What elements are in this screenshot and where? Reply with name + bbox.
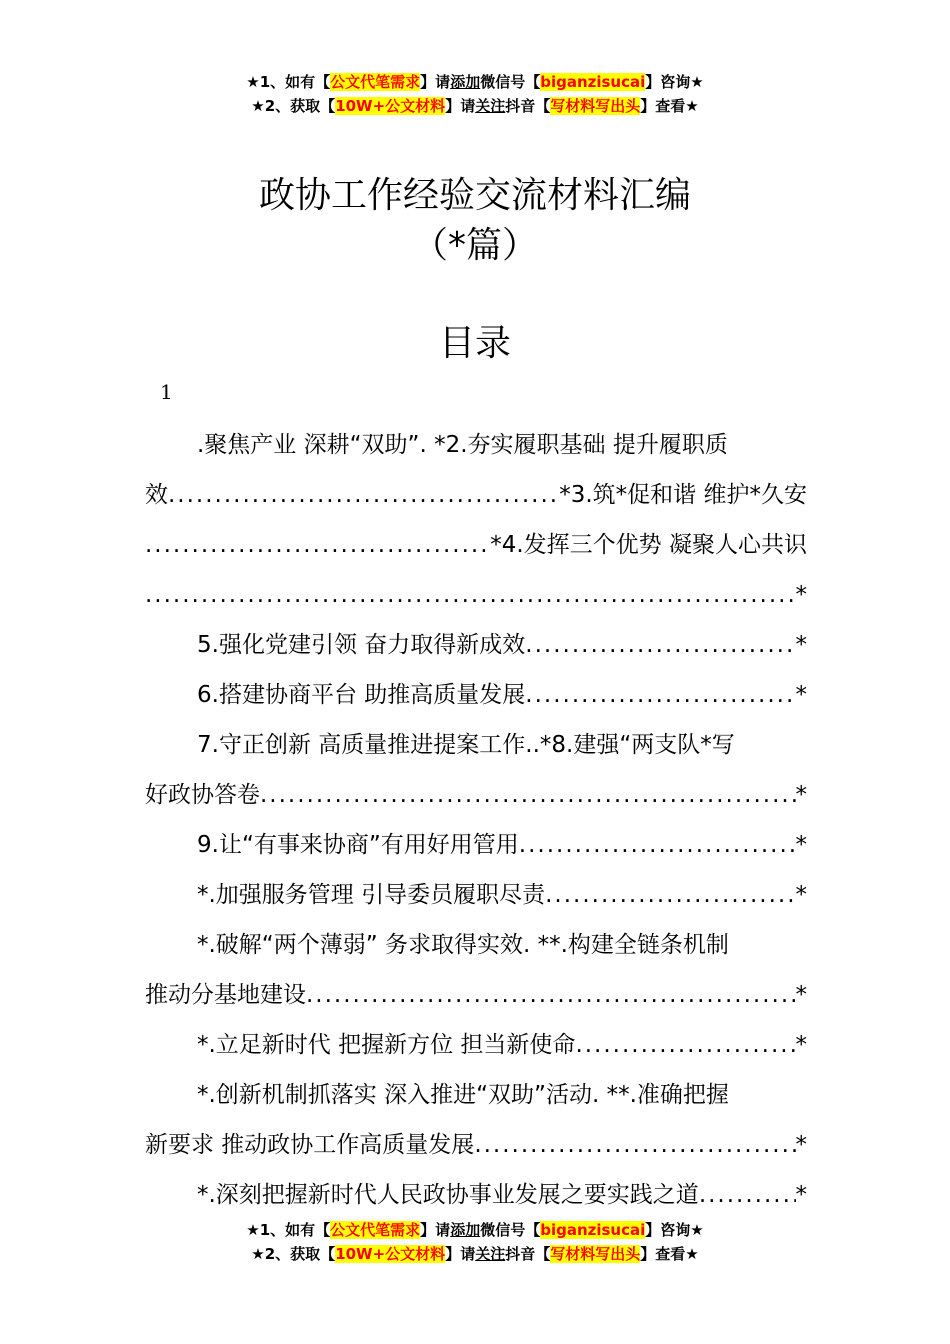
toc-entry-text: 推动分基地建设 bbox=[145, 982, 306, 1008]
toc-entry-text: 9.让“有事来协商”有用好用管用 bbox=[197, 832, 519, 858]
toc-entry-page: *4.发挥三个优势 凝聚人心共识 bbox=[490, 532, 807, 558]
toc-leader-dots bbox=[525, 670, 795, 720]
toc-entry-page: * bbox=[795, 582, 807, 608]
toc-leader-dots bbox=[545, 870, 795, 920]
document-title: 政协工作经验交流材料汇编 bbox=[258, 175, 691, 216]
document-subtitle: （*篇） bbox=[411, 225, 538, 266]
toc-leader-dots bbox=[168, 470, 559, 520]
toc-entry-page: * bbox=[795, 782, 807, 808]
banner-line-2: ★2、获取【10W+公文材料】请关注抖音【写材料写出头】查看★ bbox=[251, 97, 699, 115]
toc-entry bbox=[145, 520, 807, 570]
toc-leader-dots bbox=[575, 1020, 795, 1070]
banner-line-1: ★1、如有【公文代笔需求】请添加微信号【biganzisucai】咨询★ bbox=[246, 73, 704, 91]
toc-entry bbox=[145, 570, 807, 620]
header-banner bbox=[0, 70, 950, 118]
toc-entry-text: .聚焦产业 深耕“双助”. *2.夯实履职基础 提升履职质 bbox=[197, 432, 728, 458]
toc-entry-page: *3.筑*促和谐 维护*久安 bbox=[559, 482, 807, 508]
toc-leader-dots bbox=[260, 770, 796, 820]
toc-entry bbox=[145, 1120, 807, 1170]
toc-entry bbox=[145, 970, 807, 1020]
toc-entry bbox=[145, 1070, 807, 1120]
toc-entry bbox=[145, 770, 807, 820]
toc-entry-page: * bbox=[795, 982, 807, 1008]
table-of-contents bbox=[145, 420, 807, 1220]
toc-leader-dots bbox=[525, 620, 795, 670]
toc-entry bbox=[145, 420, 807, 470]
toc-entry-page: * bbox=[795, 1132, 807, 1158]
toc-entry-text: *.破解“两个薄弱” 务求取得实效. **.构建全链条机制 bbox=[197, 932, 729, 958]
toc-leader-dots bbox=[145, 570, 796, 620]
toc-entry-text: *.加强服务管理 引导委员履职尽责 bbox=[197, 882, 546, 908]
toc-heading: 目录 bbox=[438, 323, 511, 364]
banner-line-1: ★1、如有【公文代笔需求】请添加微信号【biganzisucai】咨询★ bbox=[246, 1221, 704, 1239]
toc-leader-dots bbox=[474, 1120, 795, 1170]
toc-entry bbox=[145, 920, 807, 970]
toc-entry-text: 新要求 推动政协工作高质量发展 bbox=[145, 1132, 475, 1158]
page-number: 1 bbox=[160, 380, 173, 404]
toc-entry-page: * bbox=[795, 1032, 807, 1058]
toc-entry-text: 5.强化党建引领 奋力取得新成效 bbox=[197, 632, 526, 658]
toc-entry-text: 好政协答卷 bbox=[145, 782, 260, 808]
toc-entry-text: *.深刻把握新时代人民政协事业发展之要实践之道 bbox=[197, 1182, 699, 1208]
toc-leader-dots bbox=[306, 970, 796, 1020]
footer-banner bbox=[0, 1218, 950, 1266]
toc-leader-dots bbox=[145, 520, 490, 570]
toc-entry-text: 7.守正创新 高质量推进提案工作..*8.建强“两支队*写 bbox=[197, 732, 735, 758]
toc-entry-page: * bbox=[795, 1182, 807, 1208]
toc-entry-page: * bbox=[795, 632, 807, 658]
toc-entry bbox=[145, 620, 807, 670]
toc-leader-dots bbox=[519, 820, 796, 870]
toc-leader-dots bbox=[699, 1170, 796, 1220]
toc-entry-page: * bbox=[795, 882, 807, 908]
toc-entry-text: 6.搭建协商平台 助推高质量发展 bbox=[197, 682, 526, 708]
toc-entry-page: * bbox=[795, 832, 807, 858]
toc-entry-text: 效 bbox=[145, 482, 168, 508]
toc-entry bbox=[145, 470, 807, 520]
toc-entry bbox=[145, 820, 807, 870]
toc-entry bbox=[145, 870, 807, 920]
toc-entry-text: *.创新机制抓落实 深入推进“双助”活动. **.准确把握 bbox=[197, 1082, 729, 1108]
banner-line-2: ★2、获取【10W+公文材料】请关注抖音【写材料写出头】查看★ bbox=[251, 1245, 699, 1263]
toc-entry bbox=[145, 670, 807, 720]
toc-entry-page: * bbox=[795, 682, 807, 708]
toc-entry bbox=[145, 1020, 807, 1070]
toc-entry bbox=[145, 720, 807, 770]
toc-entry-text: *.立足新时代 把握新方位 担当新使命 bbox=[197, 1032, 576, 1058]
toc-entry bbox=[145, 1170, 807, 1220]
